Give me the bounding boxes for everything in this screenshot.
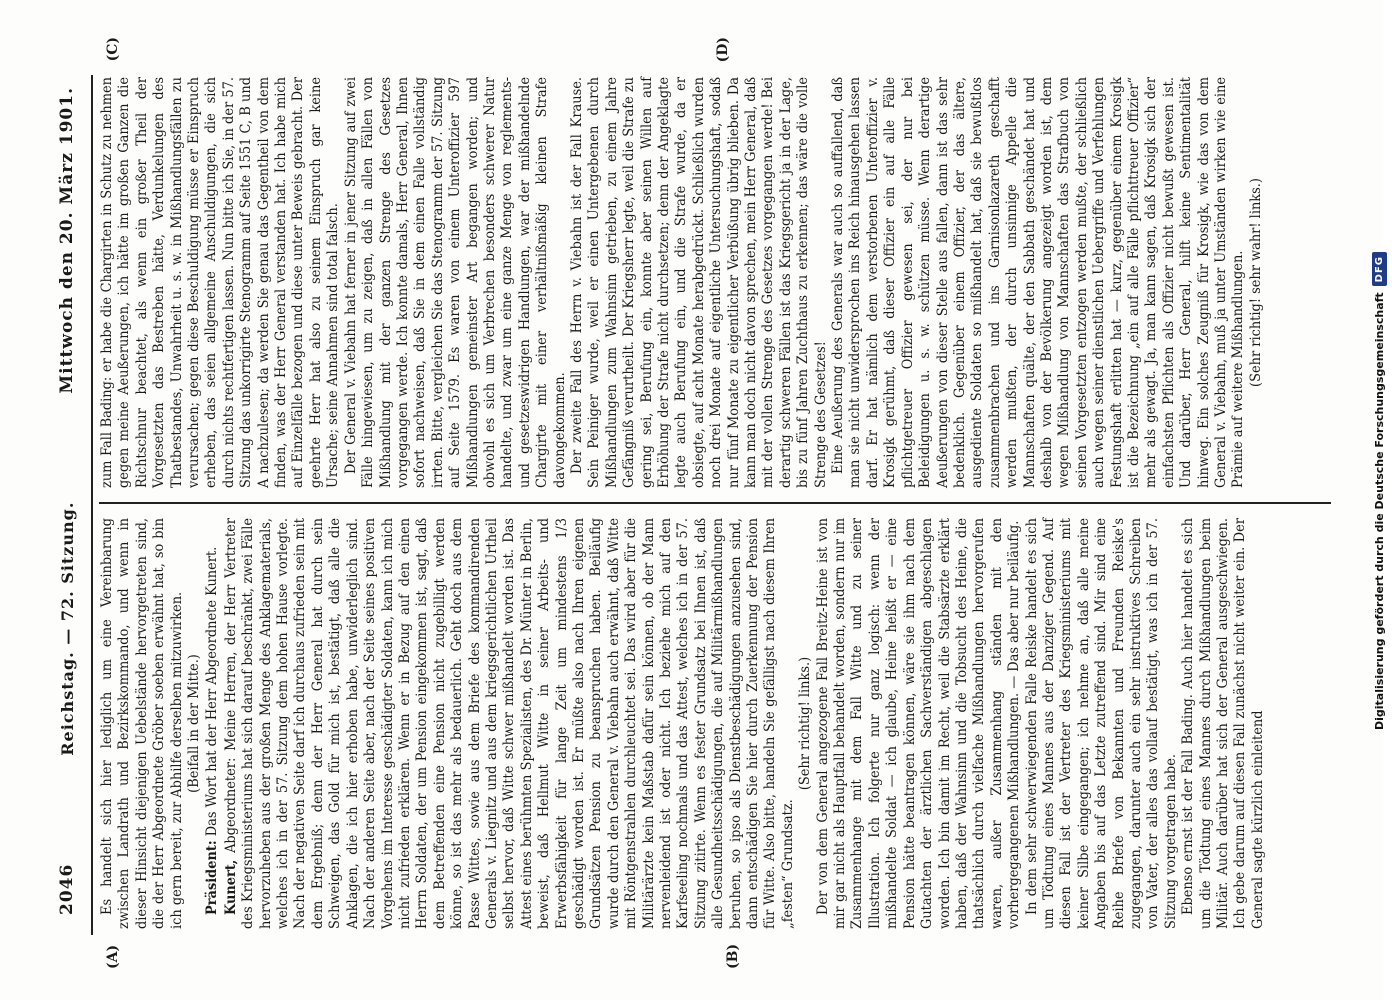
paragraph: In dem sehr schwerwiegenden Falle Reiske handelt es sich um Tödtung eines Mannes aus der Danziger Gegend. Auf diesen Fall ist der Vertreter des Kriegsministeriums mit keiner Silbe eingegangen; ich nehme an, daß alle meine Angaben bis auf das Letzte zutreffend sind. Mir sind eine Reihe Briefe von Bekannten und Freunden Reiske's zugegangen, darunter auch ein sehr instruktives Schreiben von Vater, der alles das vollauf bestätigt, was ich in der 57. Sitzung vorgetragen habe. (1023, 518, 1179, 929)
paragraph: Es handelt sich hier lediglich um eine Vereinbarung zwischen Landrath und Bezirkskommando, und wenn in dieser Hinsicht diejenigen Uebelstände hervorgetreten sind, die der Herr Abgeordnete Gröber soeben erwähnt hat, so bin ich gern bereit, zur Abhilfe derselben mitzuwirken. (99, 518, 185, 929)
text-columns (99, 77, 1331, 929)
speaker-label: Kunert, (221, 859, 239, 915)
paragraph-text: Abgeordneter: Meine Herren, der Herr Vertreter des Kriegsministeriums hat sich darauf beschränkt, zwei Fälle hervorzuheben aus der großen Menge des Anklagematerials, welches ich in der 57. Sitzung dem hohen Hause vorlegte. Nach der negativen Seite darf ich durchaus zufrieden sein mit dem Ergebniß; denn der Herr General hat durch sein Schweigen, das Gold für mich ist, bestätigt, daß alle die Anklagen, die ich hier erhoben habe, unwiderleglich sind. Nach der anderen Seite aber, nach der Seite seines positiven Vorgehens im Interesse geschädigter Soldaten, kann ich mich nicht zufrieden erklären. Wenn er in Bezug auf den einen Herrn Soldaten, der um Pension eingekommen ist, sagt, daß dem Betreffenden eine Pension nicht zugebilligt werden könne, so ist das mehr als bedauerlich. Geht doch aus dem Passe Wittes, sowie aus dem Briefe des kommandirenden Generals v. Liegnitz und aus dem kriegsgerichtlichen Urtheil selbst hervor, daß Witte schwer mißhandelt worden ist. Das Attest eines berühmten Spezialisten, des Dr. Münter in Berlin, beweist, daß Hellmut Witte in seiner Arbeits- und Erwerbsfähigkeit für lange Zeit um mindestens 1/3 geschädigt worden ist. Er müßte also nach Ihren eigenen Grundsätzen Pension zu beanspruchen haben. Beiläufig wurde durch den General v. Viebahn auch erwähnt, daß Witte mit Röntgenstrahlen durchleuchtet sei. Das wird aber für die Militärärzte kein Maßstab dafür sein können, ob der Mann nervenleidend ist oder nicht. Ich beziehe mich auf den Karfseeling nochmals und das Attest, welches ich in der 57. Sitzung zitirte. Wenn es fester Grundsatz bei Ihnen ist, daß alle Gesundheitsschädigungen, die auf Militärmißhandlungen beruhen, so ipso als Dienstbeschädigungen anzusehen sind, dann entschädigen Sie hier durch Zuerkennung der Pension für Witte. Also bitte, handeln Sie gefälligst nach diesem Ihren „festen“ Grundsatz. (222, 518, 796, 929)
newspaper-page (45, 35, 1335, 975)
credit-label: Digitalisierung gefördert durch die Deutsche Forschungsgemeinschaft (1372, 292, 1386, 730)
paragraph: zum Fall Bading: er habe die Chargirten in Schutz zu nehmen gegen meine Aeußerungen, ich hätte im großen Ganzen die Richtschnur beachtet, als wenn ein großer Theil der Vorgesetzten das Bestreben hätte, Verdunkelungen des Thatbestandes, Unwahrheit u. s. w. in Mißhandlungsfällen zu verursachen; gegen diese Beschuldigung müsse er Einspruch erheben, das seien allgemeine Anschuldigungen, die sich durch nichts rechtfertigen lassen. Nun bitte ich Sie, in der 57. Sitzung das unkorrigirte Stenogramm auf Seite 1551 C, B und A nachzulesen; da werden Sie genau das Gegentheil von dem finden, was der Herr General verstanden hat. Ich habe mich auf Einzelfälle bezogen und diese unter Beweis gebracht. Der geehrte Herr hat also zu seinem Einspruch gar keine Ursache; seine Annahmen sind total falsch. (99, 77, 342, 488)
session-title: Reichstag. — 72. Sitzung. (57, 501, 77, 756)
page-number: 2046 (57, 863, 77, 915)
interjection: (Sehr richtig! sehr wahr! links.) (1247, 178, 1264, 387)
margin-marker-a: (A) (105, 944, 121, 969)
page-header (45, 35, 89, 975)
digitization-credit (1366, 0, 1392, 730)
session-date: Mittwoch den 20. März 1901. (57, 87, 77, 394)
margin-marker-b: (B) (725, 943, 741, 969)
column-divider (99, 502, 1331, 504)
left-column (99, 518, 1331, 929)
paragraph: Der General v. Viebahn hat ferner in jener Sitzung auf zwei Fälle hingewiesen, um zu zeigen, daß in allen Fällen von Mißhandlung mit der ganzen Strenge des Gesetzes vorgegangen werde. Ich konnte damals, Herr General, Ihnen sofort nachweisen, daß Sie in dem einen Falle vollständig irrten. Bitte, vergleichen Sie das Stenogramm der 57. Sitzung auf Seite 1579. Es waren von einem Unteroffizier 597 Mißhandlungen gemeinster Art begangen worden; und obwohl es sich um Verbrechen besonders schwerer Natur handelte, und zwar um eine ganze Menge von reglements- und gesetzeswidrigen Handlungen, war der mißhandelnde Chargirte mit einer verhältnißmäßig kleinen Strafe davongekommen. (342, 77, 568, 488)
paragraph-text: Das Wort hat der Herr Abgeordnete Kunert. (204, 546, 221, 837)
paragraph: Der zweite Fall des Herrn v. Viebahn ist der Fall Krause. Sein Peiniger wurde, weil er einen Untergebenen durch Mißhandlungen zum Wahnsinn getrieben, zu einem Jahre Gefängniß verurtheilt. Der Kriegsherr legte, weil die Strafe zu gering sei, Berufung ein, konnte aber seinen Willen auf Erhöhung der Strafe nicht durchsetzen; denn der Angeklagte legte auch Berufung ein, und die Strafe wurde, da er obsiegte, auf acht Monate herabgedrückt. Schließlich wurden noch drei Monate auf eigentliche Untersuchungshaft, sodaß nur fünf Monate zu eigentlicher Verbüßung übrig blieben. Da kann man doch nicht davon sprechen, mein Herr General, daß mit der vollen Strenge des Gesetzes vorgegangen werde! Bei derartig schweren Fällen ist das Kriegsgericht ja in der Lage, bis zu fünf Jahren Zuchthaus zu erkennen; das wäre die volle Strenge des Gesetzes! (568, 77, 829, 488)
speaker-label: Präsident: (203, 840, 221, 915)
paragraph: Eine Aeußerung des Generals war auch so auffallend, daß man sie nicht unwidersprochen ins Reich hinausgehen lassen darf. Er hat nämlich dem verstorbenen Unteroffizier v. Krosigk gerühmt, daß dieser Offizier ein auf alle Fälle pflichtgetreuer Offizier gewesen sei, der nur bei Beleidigungen u. s. w. schützen müsse. Wenn derartige Aeußerungen von dieser Stelle aus fallen, dann ist das sehr bedenklich. Gegenüber einem Offizier, der das ältere, ausgediente Soldaten so mißhandelt hat, daß sie bewußtlos zusammenbrachen und ins Garnisonlazareth geschafft werden mußten, der durch unsinnige Appelle die Mannschaften quälte, der den Sabbath geschändet hat und deshalb von der Bevölkerung angezeigt worden ist, dem wegen Mißhandlung von Mannschaften das Strafbuch von seinen Vorgesetzten entzogen werden mußte, der schließlich auch wegen seiner dienstlichen Uebergriffe und Verfehlungen Festungshaft erlitten hat — kurz, gegenüber einem Krosigk ist die Bezeichnung „ein auf alle Fälle pflichttreuer Offizier“ mehr als gewagt. Ja, man kann sagen, daß Krosigk sich der einfachsten Pflichten als Offizier nicht bewußt gewesen ist. Und darüber, Herr General, hilft keine Sentimentalität hinweg. Ein solches Zeugniß für Krosigk, wie das von dem General v. Viebahn, muß ja unter Umständen wirken wie eine Prämie auf weitere Mißhandlungen. (830, 77, 1247, 488)
right-column (99, 77, 1331, 488)
paragraph (222, 518, 797, 929)
header-rule (91, 75, 93, 935)
margin-marker-c: (C) (105, 37, 121, 62)
paragraph (203, 518, 221, 929)
paragraph: Der von dem General angezogene Fall Breitz-Heine ist von mir gar nicht als Hauptfall behandelt worden, sondern nur im Zusammenhange mit dem Fall Witte und zu seiner Illustration. Ich folgerte nur ganz logisch: wenn der mißhandelte Soldat — ich glaube, Heine heißt er — eine Pension hätte beantragen können, wäre sie ihm nach dem Gutachten der ärztlichen Sachverständigen abgeschlagen worden. Ich bin damit im Recht, weil die Stabsärzte erklärt haben, daß der Wahnsinn und die Tobsucht des Heine, die thatsächlich durch vielfache Mißhandlungen hervorgerufen waren, außer Zusammenhang ständen mit den vorhergegangenen Mißhandlungen. — Das aber nur beiläufig. (814, 518, 1023, 929)
dfg-logo: DFG (1372, 252, 1387, 286)
paragraph: Ebenso ernst ist der Fall Bading. Auch hier handelt es sich um die Tödtung eines Mannes durch Mißhandlungen beim Militär. Auch darüber hat sich der General ausgeschwiegen. Ich gebe darum auf diesen Fall zunächst nicht weiter ein. Der General sagte kürzlich einleitend (1180, 518, 1266, 929)
interjection: (Beifall in der Mitte.) (186, 654, 203, 793)
margin-marker-d: (D) (715, 37, 731, 63)
interjection: (Sehr richtig! links.) (797, 656, 814, 791)
